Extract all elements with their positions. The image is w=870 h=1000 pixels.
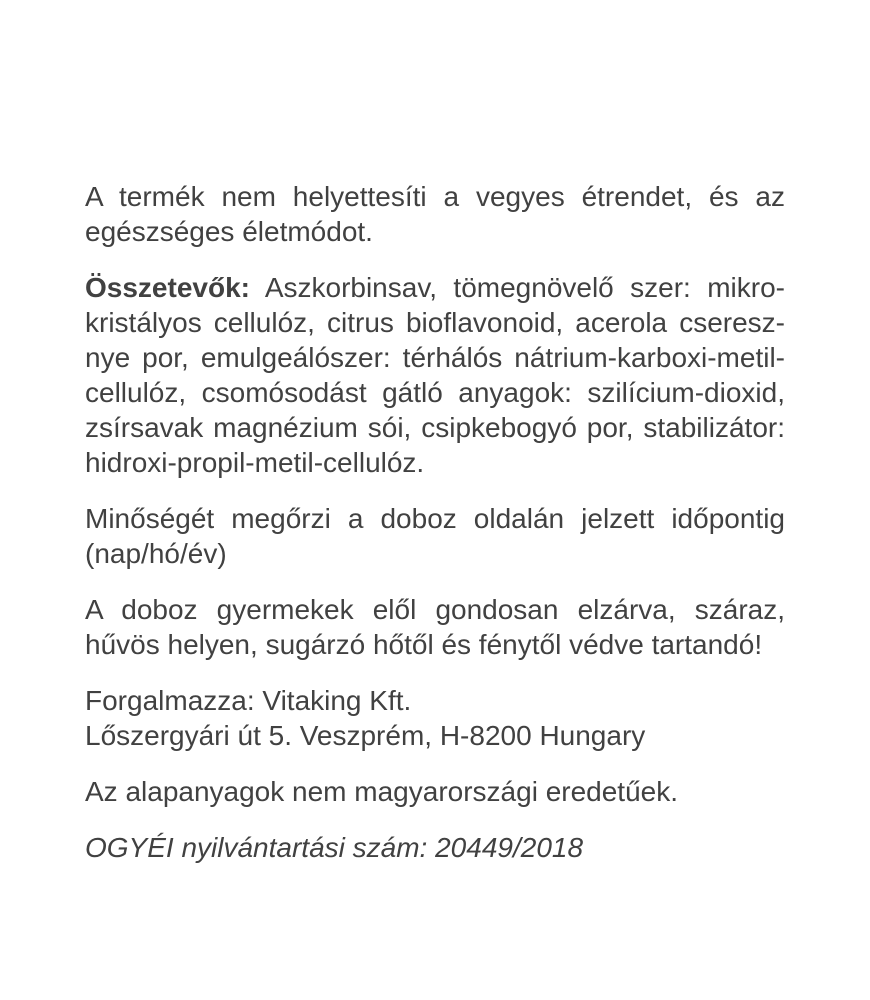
- paragraph-registration-number: [85, 830, 785, 865]
- ingredients-line: hidroxi-propil-metil-cellulóz.: [85, 447, 425, 478]
- storage-warning-line: A doboz gyermekek elől gondosan elzárva, száraz,: [85, 594, 785, 625]
- storage-warning-line: hűvös helyen, sugárzó hőtől és fénytől védve tartandó!: [85, 629, 763, 660]
- paragraph-ingredients: [85, 270, 785, 480]
- paragraph-storage-warning: [85, 592, 785, 662]
- ingredients-line: cellulóz, csomósodást gátló anyagok: szilícium-dioxid,: [85, 377, 785, 408]
- ingredients-line: Összetevők: Aszkorbinsav, tömegnövelő szer: mikro-: [85, 272, 785, 303]
- diet-disclaimer-line: egészséges életmódot.: [85, 216, 373, 247]
- label-text-block: [85, 179, 785, 865]
- distributor-line: Forgalmazza: Vitaking Kft.: [85, 685, 412, 716]
- diet-disclaimer-line: A termék nem helyettesíti a vegyes étrendet, és az: [85, 181, 785, 212]
- ingredients-line: zsírsavak magnézium sói, csipkebogyó por, stabilizátor:: [85, 412, 785, 443]
- registration-number-line: OGYÉI nyilvántartási szám: 20449/2018: [85, 832, 584, 863]
- paragraph-ingredient-origin: [85, 774, 785, 809]
- paragraph-distributor: [85, 683, 785, 753]
- best-before-line: (nap/hó/év): [85, 538, 227, 569]
- ingredients-line: kristályos cellulóz, citrus bioflavonoid, acerola cseresz-: [85, 307, 785, 338]
- paragraph-diet-disclaimer: [85, 179, 785, 249]
- best-before-line: Minőségét megőrzi a doboz oldalán jelzett időpontig: [85, 503, 785, 534]
- distributor-line: Lőszergyári út 5. Veszprém, H-8200 Hungary: [85, 720, 646, 751]
- ingredient-origin-line: Az alapanyagok nem magyarországi eredetűek.: [85, 776, 679, 807]
- ingredients-line: nye por, emulgeálószer: térhálós nátrium-karboxi-metil-: [85, 342, 785, 373]
- ingredients-heading: Összetevők:: [85, 272, 250, 303]
- paragraph-best-before: [85, 501, 785, 571]
